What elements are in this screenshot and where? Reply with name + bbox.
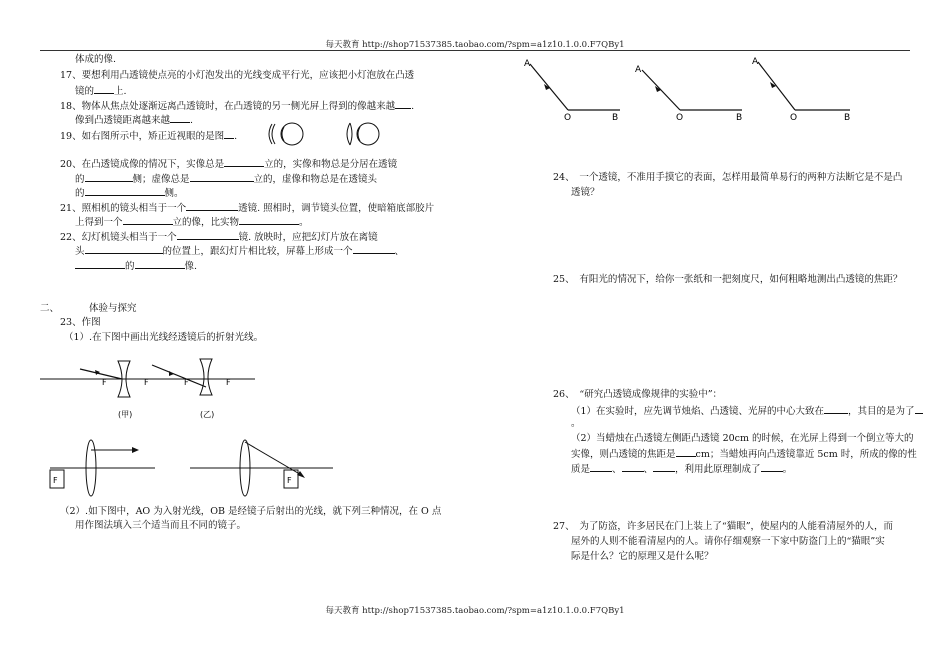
point-b-1: B (612, 113, 619, 123)
eye-figure-left (269, 123, 303, 145)
q18-line2: 像到凸透镜距离越来越 . (75, 112, 193, 128)
point-o-2: O (676, 113, 684, 123)
q27-line2: 屋外的人则不能看清屋内的人。请你仔细观察一下家中防盗门上的“猫眼”实 (571, 536, 885, 547)
q26-line4: （2）当蜡烛在凸透镜左侧距凸透镜 20cm 的时候，在光屏上得到一个倒立等大的 (571, 433, 914, 444)
convex-lens-figures (45, 438, 345, 498)
q17-line2: 镜的 上. (75, 83, 127, 99)
point-b-3: B (844, 113, 851, 123)
point-o-1: O (564, 113, 572, 123)
svg-text:F: F (102, 378, 107, 387)
eye-figures (262, 118, 392, 150)
q23-part2-line2: 用作图法填入三个适当而且不同的镜子。 (75, 520, 247, 531)
point-a-3: A (752, 57, 759, 67)
point-a-1: A (524, 59, 531, 69)
svg-text:F: F (226, 378, 231, 387)
page-footer: 每天教育 http://shop71537385.taobao.com/?spm=a1z10.1.0.0.F7QBy1 (325, 606, 625, 616)
q25-line1: 25、 有阳光的情况下，给你一张纸和一把刻度尺，如何粗略地测出凸透镜的焦距？ (553, 274, 903, 285)
mirror-case-2 (635, 65, 742, 123)
mirror-figure (520, 52, 860, 122)
q26-line5: 实像，则凸透镜的焦距是 cm；当蜡烛再向凸透镜靠近 5cm 时，所成的像的性 (571, 446, 917, 462)
eye-figure-right (347, 123, 379, 145)
q21-line1: 21、照相机的镜头相当于一个 透镜. 照相时，调节镜头位置，使暗箱底部胶片 (60, 200, 434, 216)
q26-line3: 。 (571, 418, 581, 429)
q23-title: 23、作图 (60, 317, 101, 328)
mirror-case-1 (524, 59, 620, 123)
q19: 19、如右图所示中，矫正近视眼的是图 . (60, 128, 237, 144)
q22-line3: 的 像. (75, 258, 197, 274)
fig-label-yi: (乙) (200, 410, 215, 419)
q27-line3: 际是什么？它的原理又是什么呢？ (571, 551, 714, 562)
mirror-case-3 (752, 57, 850, 123)
focus-box-label-2: F (287, 476, 292, 485)
q26-line1: 26、 “研究凸透镜成像规律的实验中”： (553, 389, 723, 400)
q24-line2: 透镜？ (571, 187, 600, 198)
page-header: 每天教育 http://shop71537385.taobao.com/?spm=a1z10.1.0.0.F7QBy1 (325, 40, 625, 50)
q20-line2: 的 侧；虚像总是 立的，虚像和物总是在透镜头 (75, 171, 377, 187)
q16-tail: 体成的像. (75, 54, 117, 65)
point-b-2: B (736, 113, 743, 123)
q20-line1: 20、在凸透镜成像的情况下，实像总是 立的，实像和物总是分居在透镜 (60, 156, 397, 172)
q22-line2: 头 的位置上，跟幻灯片相比较，屏幕上形成一个 、 (75, 243, 404, 259)
fig-label-jia: (甲) (118, 410, 133, 419)
q26-line6: 质是 、 、 ，利用此原理制成了 。 (571, 461, 792, 477)
q23-part1: （1）.在下图中画出光线经透镜后的折射光线。 (64, 332, 264, 343)
point-o-3: O (790, 113, 798, 123)
q20-line3: 的 侧。 (75, 185, 184, 201)
section-2-heading: 二、 体验与探究 (40, 303, 137, 314)
header-rule (40, 50, 910, 51)
q23-part2-line1: （2）.如下图中，AO 为入射光线，OB 是经镜子后射出的光线，就下列三种情况，在 O 点 (60, 506, 442, 517)
point-a-2: A (635, 65, 642, 75)
svg-text:F: F (144, 378, 149, 387)
q21-line2: 上得到一个 立的像，比实物 。 (75, 214, 309, 230)
q18-line1: 18、物体从焦点处逐渐远离凸透镜时，在凸透镜的另一侧光屏上得到的像越来越 . (60, 98, 414, 114)
concave-lens-figures (40, 355, 260, 420)
q17-line1: 17、要想利用凸透镜使点亮的小灯泡发出的光线变成平行光，应该把小灯泡放在凸透 (60, 70, 415, 81)
q22-line1: 22、幻灯机镜头相当于一个 镜. 放映时，应把幻灯片放在离镜 (60, 229, 378, 245)
q27-line1: 27、 为了防盗，许多居民在门上装上了“猫眼”，使屋内的人能看清屋外的人，而 (553, 521, 894, 532)
q26-line2: （1）在实验时，应先调节烛焰、凸透镜、光屏的中心大致在 ，其目的是为了 (571, 403, 923, 419)
q24-line1: 24、 一个透镜，不准用手摸它的表面，怎样用最简单易行的两种方法断它是不是凸 (553, 172, 903, 183)
focus-box-label: F (53, 476, 58, 485)
svg-text:F: F (184, 378, 189, 387)
